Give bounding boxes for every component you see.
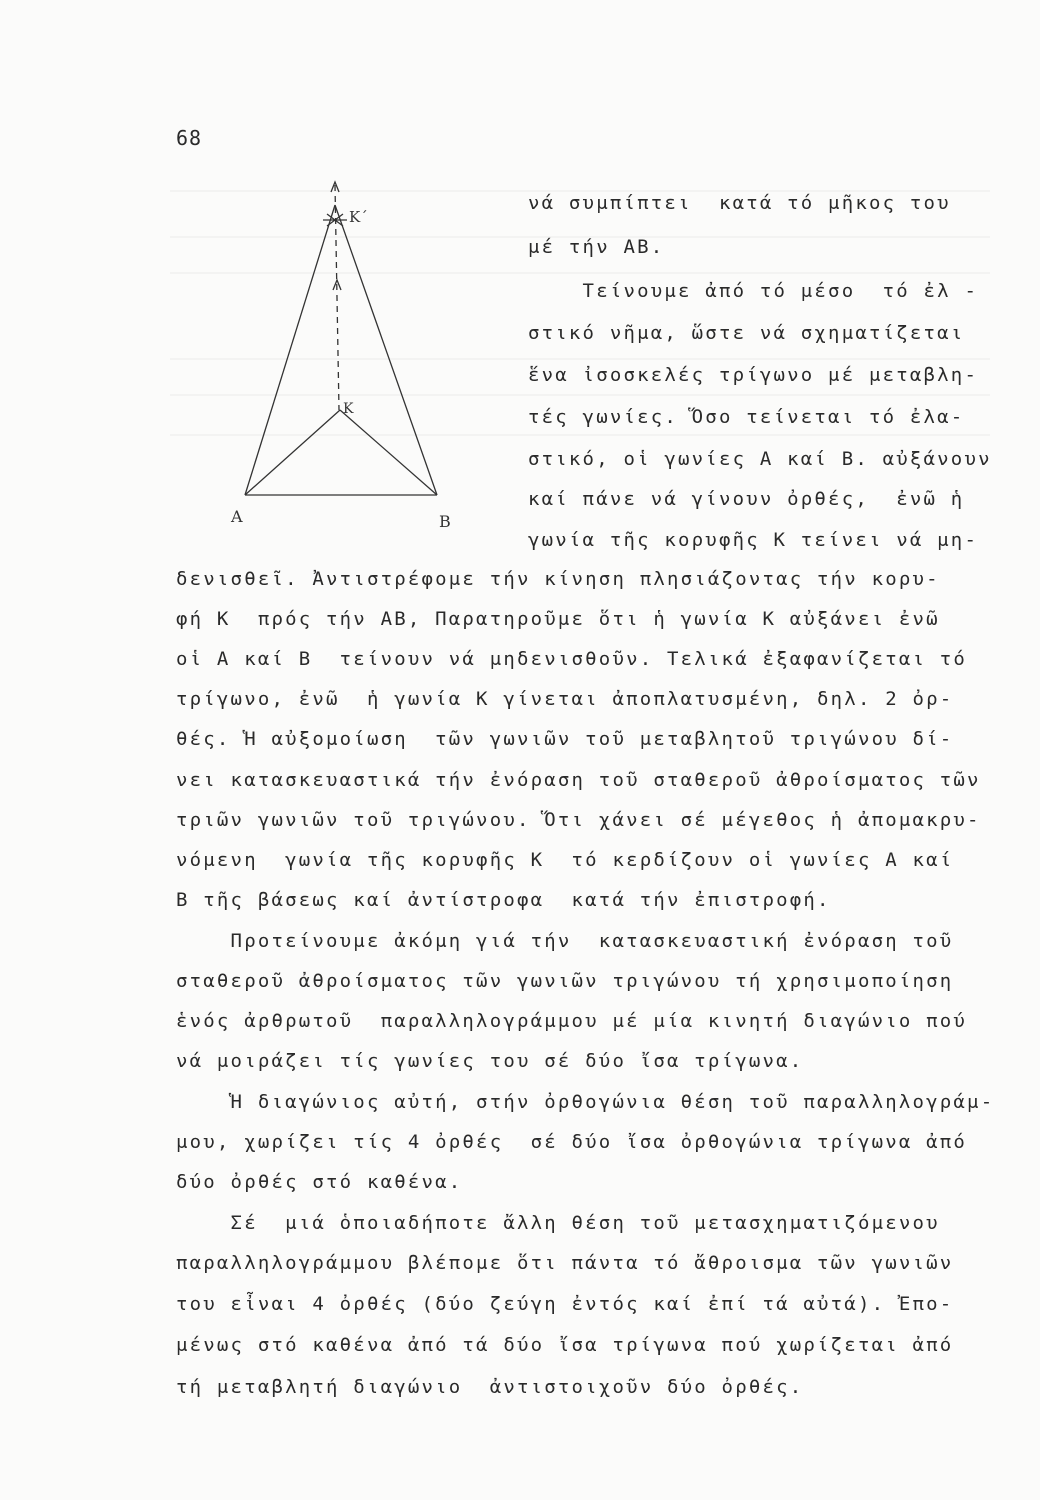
- text-line: δύο ὀρθές στό καθένα.: [176, 1171, 463, 1193]
- text-line: νει κατασκευαστικά τήν ἐνόραση τοῦ σταθεροῦ ἀθροίσματος τῶν: [176, 769, 981, 791]
- text-line: στικό νῆμα, ὥστε νά σχηματίζεται: [528, 322, 965, 344]
- inner-side-left: [245, 410, 340, 495]
- text-line: καί πάνε νά γίνουν ὀρθές, ἐνῶ ἡ: [528, 488, 965, 510]
- text-line: Β τῆς βάσεως καί ἀντίστροφα κατά τήν ἐπιστροφή.: [176, 889, 831, 911]
- text-line: μένως στό καθένα ἀπό τά δύο ἴσα τρίγωνα πού χωρίζεται ἀπό: [176, 1334, 954, 1356]
- text-line: μου, χωρίζει τίς 4 ὀρθές σέ δύο ἴσα ὀρθογώνια τρίγωνα ἀπό: [176, 1131, 968, 1153]
- triangle-diagram: [215, 170, 475, 540]
- text-line: τριῶν γωνιῶν τοῦ τριγώνου. Ὅτι χάνει σέ μέγεθος ἡ ἀπομακρυ-: [176, 809, 981, 831]
- label-k: Κ: [343, 401, 354, 417]
- text-line: οἱ Α καί Β τείνουν νά μηδενισθοῦν. Τελικά ἐξαφανίζεται τό: [176, 648, 968, 670]
- text-line: δενισθεῖ. Ἀντιστρέφομε τήν κίνηση πλησιάζοντας τήν κορυ-: [176, 568, 940, 590]
- text-line: φή Κ πρός τήν ΑΒ, Παρατηροῦμε ὅτι ἡ γωνία Κ αὐξάνει ἐνῶ: [176, 608, 940, 630]
- outer-side-right: [335, 205, 437, 495]
- text-line: θές. Ἡ αὐξομοίωση τῶν γωνιῶν τοῦ μεταβλητοῦ τριγώνου δί-: [176, 728, 954, 750]
- page-number: 68: [176, 126, 203, 150]
- text-line: ἑνός ἀρθρωτοῦ παραλληλογράμμου μέ μία κινητή διαγώνιο πού: [176, 1010, 968, 1032]
- text-line: τρίγωνο, ἐνῶ ἡ γωνία Κ γίνεται ἀποπλατυσμένη, δηλ. 2 ὀρ-: [176, 688, 954, 710]
- text-line: Προτείνουμε ἀκόμη γιά τήν κατασκευαστική ἐνόραση τοῦ: [176, 930, 954, 952]
- text-line: μέ τήν ΑΒ.: [528, 236, 665, 258]
- label-k-prime: Κ΄: [349, 208, 368, 226]
- text-line: τή μεταβλητή διαγώνιο ἀντιστοιχοῦν δύο ὀρθές.: [176, 1376, 804, 1398]
- text-line: νά μοιράζει τίς γωνίες του σέ δύο ἴσα τρίγωνα.: [176, 1050, 804, 1072]
- text-line: Τείνουμε ἀπό τό μέσο τό ἐλ -: [528, 280, 979, 302]
- label-a: Α: [231, 507, 243, 526]
- text-line: σταθεροῦ ἀθροίσματος τῶν γωνιῶν τριγώνου τή χρησιμοποίηση: [176, 970, 954, 992]
- text-line: του εἶναι 4 ὀρθές (δύο ζεύγη ἐντός καί ἐπί τά αὐτά). Ἐπο-: [176, 1293, 954, 1315]
- text-line: Ἡ διαγώνιος αὐτή, στήν ὀρθογώνια θέση τοῦ παραλληλογράμ-: [176, 1091, 995, 1113]
- outer-side-left: [245, 205, 335, 495]
- text-line: ἕνα ἰσοσκελές τρίγωνο μέ μεταβλη-: [528, 364, 979, 386]
- text-line: νά συμπίπτει κατά τό μῆκος του: [528, 192, 951, 214]
- text-line: παραλληλογράμμου βλέπομε ὅτι πάντα τό ἄθροισμα τῶν γωνιῶν: [176, 1252, 954, 1274]
- text-line: γωνία τῆς κορυφῆς Κ τείνει νά μη-: [528, 529, 979, 551]
- text-line: Σέ μιά ὁποιαδήποτε ἄλλη θέση τοῦ μετασχηματιζόμενου: [176, 1212, 940, 1234]
- label-b: Β: [439, 512, 451, 531]
- text-line: τές γωνίες. Ὅσο τείνεται τό ἐλα-: [528, 406, 965, 428]
- text-line: στικό, οἱ γωνίες Α καί Β. αὐξάνουν: [528, 448, 992, 470]
- text-line: νόμενη γωνία τῆς κορυφῆς Κ τό κερδίζουν οἱ γωνίες Α καί: [176, 849, 954, 871]
